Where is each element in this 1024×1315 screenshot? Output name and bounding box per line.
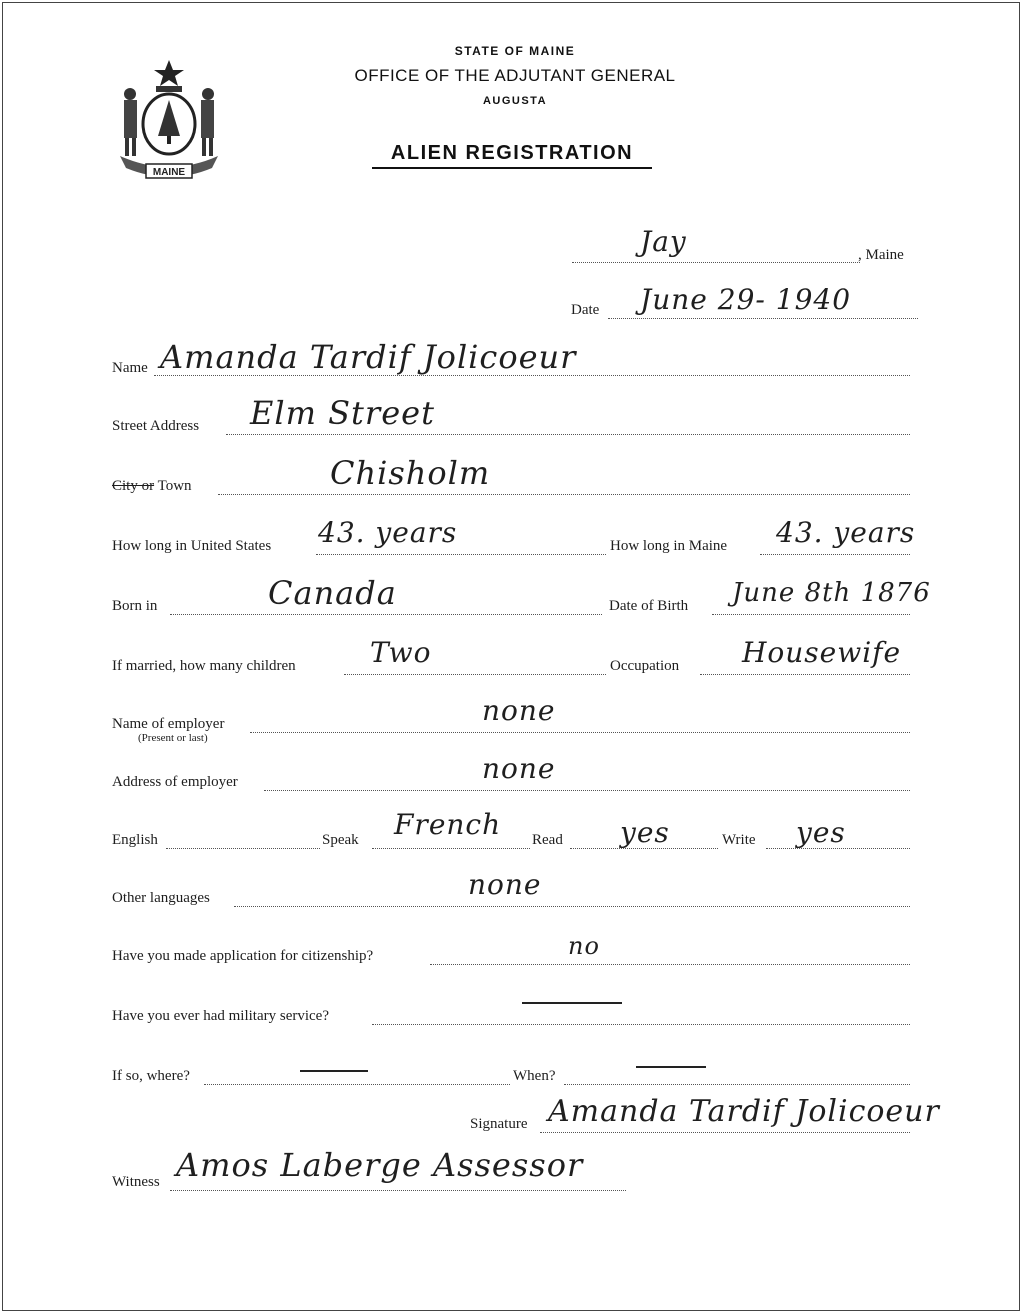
- years-maine-value: 43. years: [776, 516, 916, 549]
- when-label: When?: [513, 1068, 556, 1084]
- children-line: [344, 674, 606, 675]
- signature-value: Amanda Tardif Jolicoeur: [548, 1094, 940, 1129]
- maine-state-seal: [112, 52, 226, 184]
- born-in-value: Canada: [268, 574, 397, 612]
- citizenship-value: no: [568, 932, 600, 960]
- signature-line: [540, 1132, 910, 1133]
- occupation-line: [700, 674, 910, 675]
- street-label: Street Address: [112, 418, 200, 434]
- speak-line: [372, 848, 530, 849]
- years-us-value: 43. years: [318, 516, 458, 549]
- employer-name-line: [250, 732, 910, 733]
- when-dash-mark: [636, 1066, 706, 1068]
- city-struck-label: City or: [112, 478, 155, 494]
- maine-suffix-label: , Maine: [858, 247, 904, 263]
- seal-banner-text: MAINE: [152, 167, 186, 178]
- dob-line: [712, 614, 910, 615]
- header-office: OFFICE OF THE ADJUTANT GENERAL: [354, 66, 676, 85]
- employer-address-value: none: [482, 752, 556, 785]
- street-value: Elm Street: [250, 394, 435, 432]
- military-label: Have you ever had military service?: [112, 1008, 329, 1024]
- employer-name-value: none: [482, 694, 556, 727]
- write-label: Write: [722, 832, 756, 848]
- citizenship-label: Have you made application for citizenship?: [112, 948, 374, 964]
- header-city: AUGUSTA: [482, 95, 548, 107]
- occupation-value: Housewife: [742, 636, 902, 669]
- speak-label: Speak: [322, 832, 359, 848]
- date-value: June 29- 1940: [640, 283, 852, 316]
- form-title: ALIEN REGISTRATION: [372, 142, 652, 169]
- town-line-2: [218, 494, 910, 495]
- english-label: English: [112, 832, 158, 848]
- employer-address-line: [264, 790, 910, 791]
- read-value: yes: [620, 816, 670, 849]
- street-line: [226, 434, 910, 435]
- where-line: [204, 1084, 510, 1085]
- military-line: [372, 1024, 910, 1025]
- english-line: [166, 848, 320, 849]
- how-long-maine-line: [760, 554, 910, 555]
- witness-line: [170, 1190, 626, 1191]
- born-in-line: [170, 614, 602, 615]
- name-label: Name: [112, 360, 148, 376]
- date-of-birth-label: Date of Birth: [609, 598, 689, 614]
- witness-label: Witness: [112, 1174, 160, 1190]
- citizenship-line: [430, 964, 910, 965]
- date-of-birth-value: June 8th 1876: [732, 578, 931, 608]
- other-languages-value: none: [468, 868, 542, 901]
- town-label: Town: [157, 478, 192, 494]
- children-label: If married, how many children: [112, 658, 296, 674]
- town-line: [572, 262, 860, 263]
- how-long-us-line: [316, 554, 606, 555]
- employer-name-label: Name of employer: [112, 716, 225, 732]
- header-state: STATE OF MAINE: [454, 44, 576, 58]
- date-label: Date: [571, 302, 600, 318]
- signature-label: Signature: [470, 1116, 528, 1132]
- speak-value: French: [394, 808, 502, 841]
- witness-value: Amos Laberge Assessor: [176, 1146, 584, 1184]
- when-line: [564, 1084, 910, 1085]
- employer-address-label: Address of employer: [112, 774, 238, 790]
- write-value: yes: [796, 816, 846, 849]
- city-town-label: [112, 478, 192, 495]
- if-so-where-label: If so, where?: [112, 1068, 190, 1084]
- read-label: Read: [532, 832, 563, 848]
- town-value: Chisholm: [330, 454, 491, 492]
- name-value: Amanda Tardif Jolicoeur: [160, 338, 577, 376]
- occupation-label: Occupation: [610, 658, 680, 674]
- military-dash-mark: [522, 1002, 622, 1004]
- how-long-maine-label: How long in Maine: [610, 538, 728, 554]
- children-value: Two: [370, 636, 432, 669]
- how-long-us-label: How long in United States: [112, 538, 272, 554]
- employer-note-label: (Present or last): [138, 732, 208, 744]
- other-languages-label: Other languages: [112, 890, 210, 906]
- where-dash-mark: [300, 1070, 368, 1072]
- date-line: [608, 318, 918, 319]
- other-languages-line: [234, 906, 910, 907]
- born-in-label: Born in: [112, 598, 158, 614]
- town-place-value: Jay: [640, 225, 687, 258]
